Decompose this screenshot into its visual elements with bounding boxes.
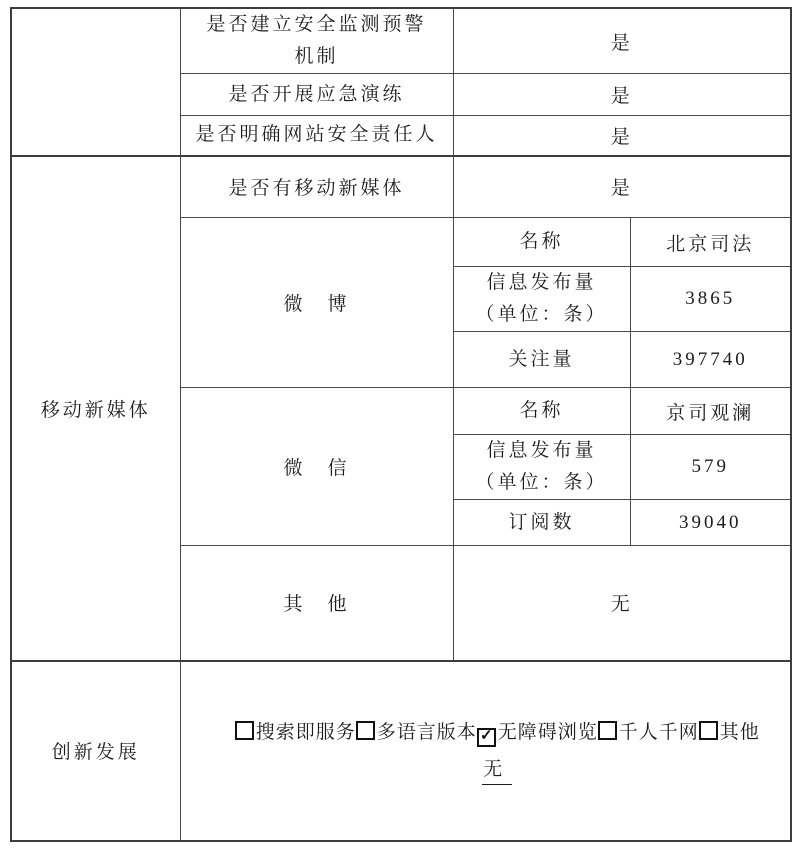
field-label-wechat-name <box>453 388 630 435</box>
question-cell-security-person <box>180 116 453 156</box>
field-label-line: 名称 <box>519 231 564 252</box>
innovation-option-label: 千人千网 <box>618 722 699 743</box>
field-label-line: （单位：条） <box>475 472 608 493</box>
innovation-option <box>235 722 356 743</box>
innovation-options <box>181 716 791 785</box>
innovation-option-label: 多语言版本 <box>376 722 477 743</box>
field-label-wechat-posts <box>453 435 630 500</box>
innovation-option-label: 搜索即服务 <box>255 722 356 743</box>
field-value-other: 无 <box>453 546 791 661</box>
checkbox-icon <box>235 721 254 740</box>
answer-cell-security-person: 是 <box>453 116 791 156</box>
field-label-weibo-followers <box>453 332 630 388</box>
annual-report-table <box>10 7 792 842</box>
field-value-wechat-name: 京司观澜 <box>630 388 791 435</box>
innovation-option <box>356 722 477 743</box>
checkbox-icon <box>699 721 718 740</box>
innovation-option-label: 无障碍浏览 <box>497 722 598 743</box>
checkbox-icon <box>598 721 617 740</box>
innovation-option <box>477 722 598 743</box>
innovation-option-line <box>205 716 791 750</box>
field-label-weibo-name <box>453 218 630 267</box>
innovation-other-line <box>205 757 791 785</box>
answer-cell-monitor-warning: 是 <box>453 8 791 74</box>
field-label-line: 订阅数 <box>508 511 575 533</box>
answer-cell-emergency-drill: 是 <box>453 74 791 116</box>
question-line: 是否明确网站安全责任人 <box>195 124 438 146</box>
platform-label-wechat: 微 信 <box>180 388 453 546</box>
innovation-option <box>598 722 699 743</box>
checkbox-checked-icon <box>477 728 496 747</box>
innovation-option-label: 其他 <box>719 722 760 743</box>
field-label-line: （单位：条） <box>475 304 608 325</box>
security-section-label-cell <box>11 8 180 156</box>
field-label-line: 名称 <box>519 400 564 421</box>
field-value-weibo-followers: 397740 <box>630 332 791 388</box>
field-value-wechat-subscribers: 39040 <box>630 500 791 546</box>
field-value-wechat-posts: 579 <box>630 435 791 500</box>
question-cell-has-mobile-media: 是否有移动新媒体 <box>180 156 453 218</box>
question-cell-monitor-warning <box>180 8 453 74</box>
innovation-other-value: 无 <box>482 757 512 785</box>
innovation-content-cell <box>180 661 791 841</box>
question-line: 是否开展应急演练 <box>228 83 405 105</box>
field-label-line: 关注量 <box>508 348 575 370</box>
question-cell-emergency-drill <box>180 74 453 116</box>
platform-label-weibo: 微 博 <box>180 218 453 388</box>
field-label-line: 信息发布量 <box>486 272 597 293</box>
question-line: 机制 <box>294 46 339 67</box>
mobile-media-section-label: 移动新媒体 <box>11 156 180 661</box>
answer-cell-has-mobile-media: 是 <box>453 156 791 218</box>
platform-label-other: 其 他 <box>180 546 453 661</box>
innovation-option <box>699 722 760 743</box>
field-value-weibo-posts: 3865 <box>630 267 791 332</box>
field-label-weibo-posts <box>453 267 630 332</box>
question-line: 是否建立安全监测预警 <box>206 14 427 35</box>
checkbox-icon <box>356 721 375 740</box>
field-label-line: 信息发布量 <box>486 440 597 461</box>
field-value-weibo-name: 北京司法 <box>630 218 791 267</box>
field-label-wechat-subscribers <box>453 500 630 546</box>
innovation-section-label: 创新发展 <box>11 661 180 841</box>
